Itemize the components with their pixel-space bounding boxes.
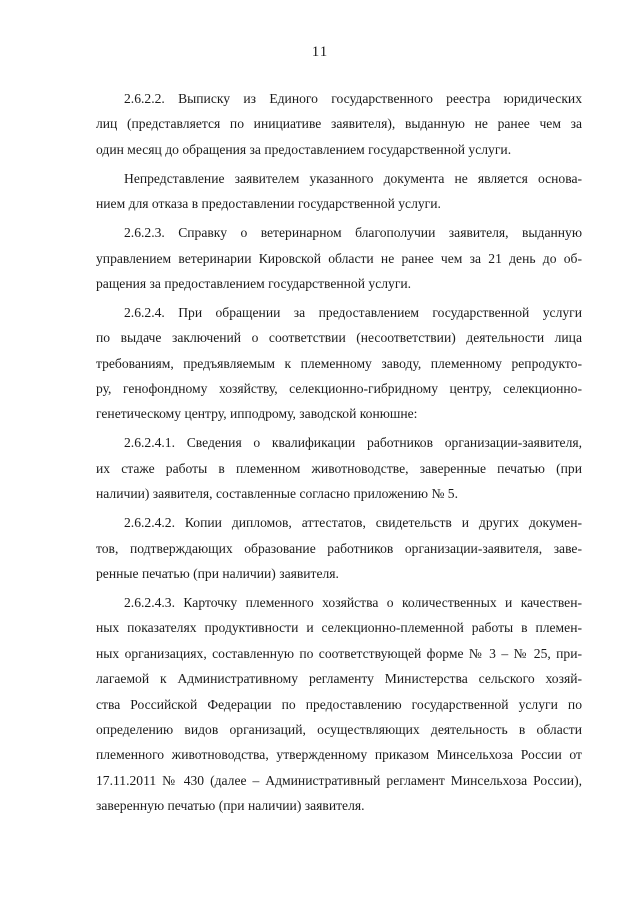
text-line: лагаемой к Административному регламенту Министерства сельского хозяй-	[96, 671, 582, 687]
paragraph-non-submission	[96, 166, 582, 217]
text-line: по выдаче заключений о соответствии (несоответствии) деятельности лица	[96, 330, 582, 346]
paragraph-2-6-2-4-1	[96, 430, 582, 506]
paragraph-2-6-2-4-2	[96, 510, 582, 586]
text-line: наличии) заявителя, составленные согласно приложению № 5.	[96, 486, 459, 502]
document-body	[96, 86, 582, 819]
text-line: заверенную печатью (при наличии) заявителя.	[96, 798, 365, 814]
text-line: ных показателях продуктивности и селекционно-племенной работы в племен-	[96, 620, 582, 636]
text-line: Непредставление заявителем указанного документа не является основа-	[124, 170, 582, 186]
paragraph-2-6-2-4-3	[96, 590, 582, 819]
text-line: требованиям, предъявляемым к племенному заводу, племенному репродукто-	[96, 355, 582, 371]
text-line: 2.6.2.4.3. Карточку племенного хозяйства о количественных и качествен-	[124, 594, 582, 610]
text-line: генетическому центру, ипподрому, заводской конюшне:	[96, 406, 418, 422]
text-line: 2.6.2.4.1. Сведения о квалификации работников организации-заявителя,	[124, 435, 582, 451]
text-line: племенного животноводства, утвержденному приказом Минсельхоза России от	[96, 747, 582, 763]
text-line: 17.11.2011 № 430 (далее – Административный регламент Минсельхоза России),	[96, 772, 582, 788]
text-line: ства Российской Федерации по предоставлению государственной услуги по	[96, 696, 582, 712]
text-line: ращения за предоставлением государственной услуги.	[96, 275, 412, 291]
text-line: один месяц до обращения за предоставлением государственной услуги.	[96, 141, 512, 157]
text-line: тов, подтверждающих образование работников организации-заявителя, заве-	[96, 540, 582, 556]
text-line: лиц (представляется по инициативе заявителя), выданную не ранее чем за	[96, 116, 582, 132]
text-line: их стаже работы в племенном животноводстве, заверенные печатью (при	[96, 460, 582, 476]
paragraph-2-6-2-2	[96, 86, 582, 162]
text-line: ру, генофондному хозяйству, селекционно-гибридному центру, селекционно-	[96, 381, 582, 397]
text-line: управлением ветеринарии Кировской области не ранее чем за 21 день до об-	[96, 250, 582, 266]
paragraph-2-6-2-3	[96, 220, 582, 296]
page-number: 11	[311, 44, 329, 60]
text-line: ных организациях, составленную по соответствующей форме № 3 – № 25, при-	[96, 645, 582, 661]
text-line: определению видов организаций, осуществляющих деятельность в области	[96, 721, 582, 737]
text-line: нием для отказа в предоставлении государственной услуги.	[96, 196, 441, 212]
text-line: ренные печатью (при наличии) заявителя.	[96, 566, 339, 581]
text-line: 2.6.2.3. Справку о ветеринарном благополучии заявителя, выданную	[124, 225, 582, 241]
paragraph-2-6-2-4	[96, 300, 582, 427]
text-line: 2.6.2.4. При обращении за предоставлением государственной услуги	[124, 304, 582, 320]
text-line: 2.6.2.4.2. Копии дипломов, аттестатов, свидетельств и других докумен-	[124, 515, 582, 531]
text-line: 2.6.2.2. Выписку из Единого государственного реестра юридических	[124, 91, 582, 106]
